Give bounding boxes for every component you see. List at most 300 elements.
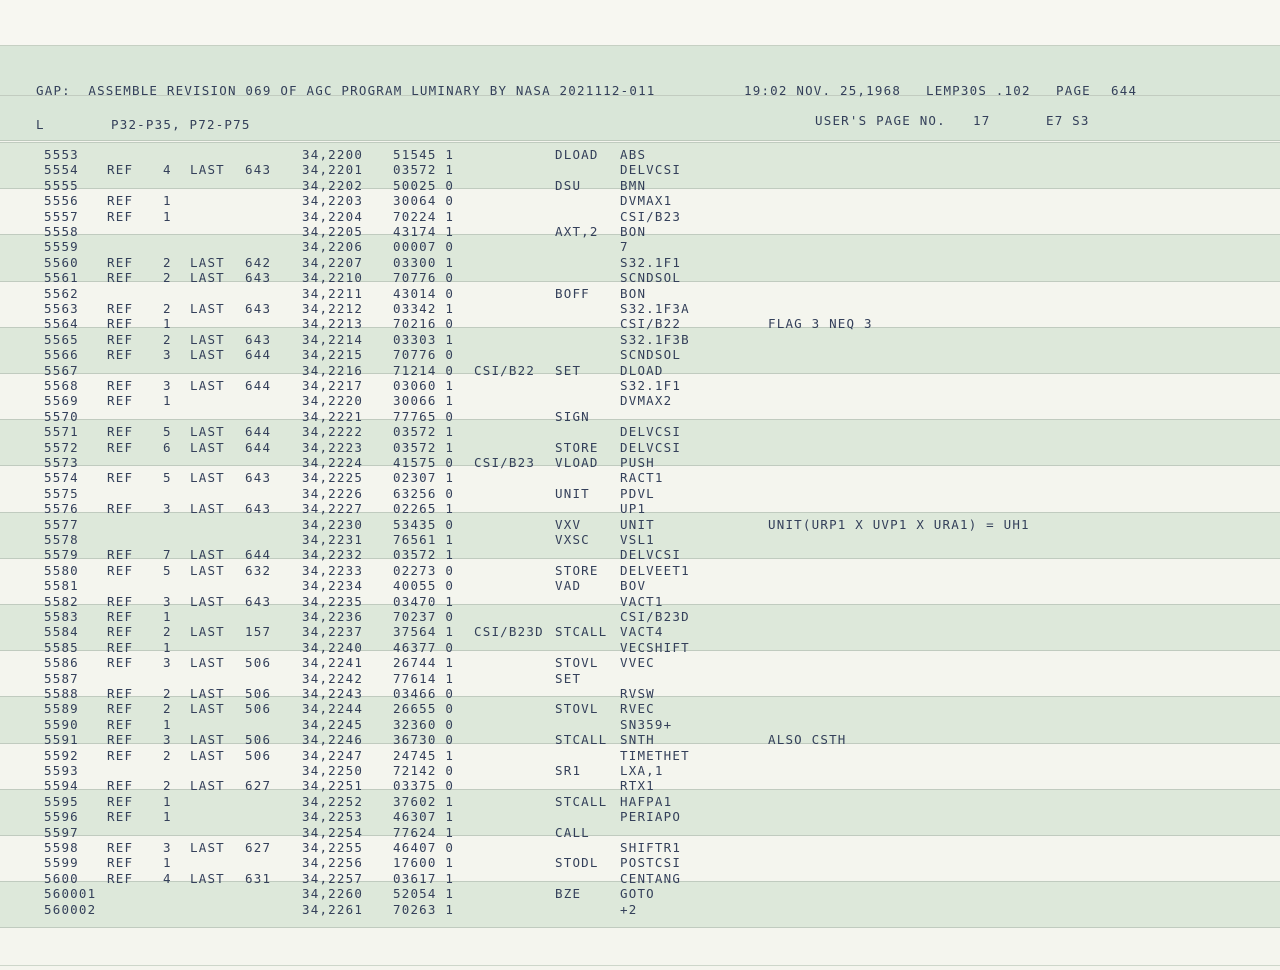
line-number: 5574 [44, 470, 79, 486]
listing-row [0, 840, 1280, 855]
ref-marker: REF [107, 609, 134, 624]
octal-word: 70237 0 [393, 609, 455, 624]
line-number: 5572 [44, 439, 79, 455]
ref-marker: REF [107, 716, 134, 732]
listing-row [0, 517, 1280, 532]
operand: GOTO [620, 886, 655, 902]
comment: UNIT(URP1 X UVP1 X URA1) = UH1 [768, 516, 1030, 532]
last-marker: LAST [190, 840, 225, 855]
line-number: 5576 [44, 501, 79, 517]
address: 34,2222 [302, 424, 364, 440]
opcode: STORE [555, 439, 599, 455]
header-bottom-rule [0, 140, 1280, 141]
octal-word: 24745 1 [393, 747, 455, 763]
ref-count: 1 [163, 855, 172, 871]
address: 34,2205 [302, 224, 364, 239]
last-marker: LAST [190, 624, 225, 640]
octal-word: 17600 1 [393, 855, 455, 871]
users-page-number: 17 [973, 113, 991, 128]
octal-word: 37564 1 [393, 624, 455, 640]
last-marker: LAST [190, 439, 225, 455]
listing-row [0, 732, 1280, 747]
octal-word: 63256 0 [393, 485, 455, 501]
ref-marker: REF [107, 393, 134, 409]
listing-row [0, 809, 1280, 824]
last-page: 627 [245, 840, 272, 855]
last-page: 644 [245, 439, 272, 455]
opcode: STCALL [555, 732, 608, 748]
listing-row [0, 532, 1280, 547]
address: 34,2247 [302, 747, 364, 763]
ref-count: 7 [163, 547, 172, 563]
address: 34,2254 [302, 824, 364, 840]
address: 34,2260 [302, 886, 364, 902]
line-number: 5584 [44, 624, 79, 640]
listing-row [0, 671, 1280, 686]
line-number: 5588 [44, 686, 79, 701]
octal-word: 30066 1 [393, 393, 455, 409]
listing-row [0, 794, 1280, 809]
opcode: VXV [555, 516, 582, 532]
ref-marker: REF [107, 547, 134, 563]
operand: PERIAPO [620, 809, 682, 825]
line-number: 5594 [44, 778, 79, 794]
last-page: 643 [245, 470, 272, 486]
ref-count: 3 [163, 840, 172, 855]
ref-count: 2 [163, 270, 172, 286]
label: CSI/B23D [474, 624, 544, 640]
ref-count: 3 [163, 732, 172, 748]
octal-word: 03617 1 [393, 870, 455, 886]
octal-word: 03466 0 [393, 686, 455, 701]
opcode: VXSC [555, 532, 590, 547]
users-page-label: USER'S PAGE NO. [815, 113, 946, 128]
ref-count: 3 [163, 501, 172, 517]
last-marker: LAST [190, 347, 225, 363]
listing-row [0, 594, 1280, 609]
last-page: 644 [245, 547, 272, 563]
line-number: 5560 [44, 254, 79, 270]
listing-row [0, 748, 1280, 763]
listing-row [0, 470, 1280, 485]
listing-row [0, 501, 1280, 516]
operand: VVEC [620, 655, 655, 671]
last-page: 644 [245, 347, 272, 363]
line-number: 5590 [44, 716, 79, 732]
last-page: 157 [245, 624, 272, 640]
listing-row [0, 316, 1280, 331]
address: 34,2246 [302, 732, 364, 748]
address: 34,2244 [302, 701, 364, 717]
octal-word: 70224 1 [393, 208, 455, 224]
operand: S32.1F1 [620, 254, 682, 270]
operand: SN359+ [620, 716, 673, 732]
last-page: 643 [245, 501, 272, 517]
address: 34,2213 [302, 316, 364, 332]
line-number: 5557 [44, 208, 79, 224]
listing-row [0, 424, 1280, 439]
opcode: STOVL [555, 655, 599, 671]
last-page: 506 [245, 686, 272, 701]
ref-marker: REF [107, 686, 134, 701]
address: 34,2226 [302, 485, 364, 501]
ref-marker: REF [107, 855, 134, 871]
opcode: VAD [555, 578, 582, 594]
opcode: SR1 [555, 763, 582, 778]
last-marker: LAST [190, 501, 225, 517]
address: 34,2235 [302, 593, 364, 609]
ref-count: 2 [163, 686, 172, 701]
address: 34,2211 [302, 285, 364, 301]
address: 34,2201 [302, 162, 364, 178]
octal-word: 77614 1 [393, 670, 455, 686]
last-page: 643 [245, 593, 272, 609]
ref-count: 1 [163, 716, 172, 732]
address: 34,2225 [302, 470, 364, 486]
ref-count: 6 [163, 439, 172, 455]
octal-word: 02307 1 [393, 470, 455, 486]
operand: S32.1F3B [620, 331, 690, 347]
address: 34,2221 [302, 408, 364, 424]
last-page: 643 [245, 162, 272, 178]
octal-word: 77624 1 [393, 824, 455, 840]
address: 34,2212 [302, 301, 364, 316]
last-marker: LAST [190, 301, 225, 316]
page-number: 644 [1111, 83, 1138, 98]
address: 34,2236 [302, 609, 364, 624]
octal-word: 70776 0 [393, 347, 455, 363]
octal-word: 26655 0 [393, 701, 455, 717]
ref-count: 2 [163, 254, 172, 270]
operand: CSI/B23 [620, 208, 682, 224]
octal-word: 32360 0 [393, 716, 455, 732]
operand: DELVEET1 [620, 562, 690, 578]
ref-marker: REF [107, 701, 134, 717]
listing-row [0, 378, 1280, 393]
line-number: 5600 [44, 870, 79, 886]
operand: DELVCSI [620, 547, 682, 563]
operand: POSTCSI [620, 855, 682, 871]
ref-count: 1 [163, 609, 172, 624]
line-number: 5568 [44, 378, 79, 393]
address: 34,2237 [302, 624, 364, 640]
octal-word: 02273 0 [393, 562, 455, 578]
ref-count: 2 [163, 301, 172, 316]
listing-row [0, 578, 1280, 593]
band-rule [0, 927, 1280, 928]
last-marker: LAST [190, 331, 225, 347]
listing-row [0, 178, 1280, 193]
address: 34,2220 [302, 393, 364, 409]
octal-word: 40055 0 [393, 578, 455, 594]
line-number: 5589 [44, 701, 79, 717]
listing-row [0, 609, 1280, 624]
listing-row [0, 763, 1280, 778]
ref-marker: REF [107, 624, 134, 640]
octal-word: 43014 0 [393, 285, 455, 301]
operand: UNIT [620, 516, 655, 532]
operand: HAFPA1 [620, 793, 673, 809]
address: 34,2245 [302, 716, 364, 732]
operand: RTX1 [620, 778, 655, 794]
page-label: PAGE [1056, 83, 1091, 98]
listing-row [0, 624, 1280, 639]
last-marker: LAST [190, 162, 225, 178]
octal-word: 52054 1 [393, 886, 455, 902]
line-number: 5578 [44, 532, 79, 547]
octal-word: 41575 0 [393, 455, 455, 470]
ref-marker: REF [107, 378, 134, 393]
line-number: 5562 [44, 285, 79, 301]
line-number: 5561 [44, 270, 79, 286]
address: 34,2234 [302, 578, 364, 594]
operand: RVSW [620, 686, 655, 701]
tape-id: LEMP30S .102 [926, 83, 1031, 98]
listing-row [0, 440, 1280, 455]
ref-marker: REF [107, 470, 134, 486]
operand: CSI/B23D [620, 609, 690, 624]
octal-word: 03342 1 [393, 301, 455, 316]
label: CSI/B22 [474, 362, 536, 378]
octal-word: 03470 1 [393, 593, 455, 609]
octal-word: 46407 0 [393, 840, 455, 855]
address: 34,2227 [302, 501, 364, 517]
last-page: 506 [245, 701, 272, 717]
operand: UP1 [620, 501, 647, 517]
operand: S32.1F3A [620, 301, 690, 316]
listing-row [0, 255, 1280, 270]
ref-marker: REF [107, 639, 134, 655]
listing-row [0, 239, 1280, 254]
line-number: 5564 [44, 316, 79, 332]
octal-word: 70776 0 [393, 270, 455, 286]
octal-word: 70263 1 [393, 901, 455, 917]
listing-row [0, 778, 1280, 793]
last-page: 644 [245, 378, 272, 393]
line-number: 5599 [44, 855, 79, 871]
ref-count: 1 [163, 208, 172, 224]
last-page: 631 [245, 870, 272, 886]
last-page: 506 [245, 732, 272, 748]
ref-marker: REF [107, 809, 134, 825]
octal-word: 46377 0 [393, 639, 455, 655]
log-section: P32-P35, P72-P75 [111, 117, 251, 132]
line-number: 5556 [44, 193, 79, 209]
address: 34,2240 [302, 639, 364, 655]
last-marker: LAST [190, 655, 225, 671]
listing-row [0, 347, 1280, 362]
listing-row [0, 655, 1280, 670]
octal-word: 30064 0 [393, 193, 455, 209]
ref-count: 1 [163, 809, 172, 825]
operand: BMN [620, 177, 647, 193]
line-number: 5559 [44, 239, 79, 255]
octal-word: 72142 0 [393, 763, 455, 778]
listing-row [0, 193, 1280, 208]
ref-count: 5 [163, 562, 172, 578]
opcode: AXT,2 [555, 224, 599, 239]
listing-row [0, 332, 1280, 347]
listing-row [0, 717, 1280, 732]
last-page: 642 [245, 254, 272, 270]
ref-count: 1 [163, 193, 172, 209]
line-number: 5592 [44, 747, 79, 763]
ref-count: 5 [163, 470, 172, 486]
listing-row [0, 147, 1280, 162]
line-number: 5586 [44, 655, 79, 671]
ref-count: 1 [163, 393, 172, 409]
last-marker: LAST [190, 778, 225, 794]
line-number: 5597 [44, 824, 79, 840]
opcode: DSU [555, 177, 582, 193]
last-page: 506 [245, 747, 272, 763]
operand: CSI/B22 [620, 316, 682, 332]
ref-marker: REF [107, 270, 134, 286]
line-number: 5553 [44, 147, 79, 162]
octal-word: 00007 0 [393, 239, 455, 255]
octal-word: 37602 1 [393, 793, 455, 809]
listing-row [0, 547, 1280, 562]
operand: TIMETHET [620, 747, 690, 763]
address: 34,2204 [302, 208, 364, 224]
opcode: SET [555, 362, 582, 378]
listing-row [0, 393, 1280, 408]
line-number: 5580 [44, 562, 79, 578]
operand: PDVL [620, 485, 655, 501]
octal-word: 03300 1 [393, 254, 455, 270]
listing-row [0, 363, 1280, 378]
operand: BON [620, 285, 647, 301]
listing-row [0, 855, 1280, 870]
last-marker: LAST [190, 378, 225, 393]
opcode: STCALL [555, 624, 608, 640]
octal-word: 02265 1 [393, 501, 455, 517]
ref-count: 4 [163, 162, 172, 178]
operand: SHIFTR1 [620, 840, 682, 855]
ref-marker: REF [107, 162, 134, 178]
ref-count: 1 [163, 639, 172, 655]
last-marker: LAST [190, 562, 225, 578]
ref-count: 2 [163, 331, 172, 347]
line-number: 560002 [44, 901, 97, 917]
listing-row [0, 640, 1280, 655]
address: 34,2257 [302, 870, 364, 886]
opcode: BZE [555, 886, 582, 902]
ref-marker: REF [107, 193, 134, 209]
operand: VACT1 [620, 593, 664, 609]
address: 34,2214 [302, 331, 364, 347]
operand: LXA,1 [620, 763, 664, 778]
address: 34,2251 [302, 778, 364, 794]
listing-row [0, 224, 1280, 239]
address: 34,2252 [302, 793, 364, 809]
ref-count: 2 [163, 778, 172, 794]
address: 34,2224 [302, 455, 364, 470]
operand: VECSHIFT [620, 639, 690, 655]
line-number: 560001 [44, 886, 97, 902]
address: 34,2210 [302, 270, 364, 286]
last-page: 643 [245, 301, 272, 316]
listing-row [0, 409, 1280, 424]
address: 34,2231 [302, 532, 364, 547]
address: 34,2255 [302, 840, 364, 855]
ref-count: 3 [163, 347, 172, 363]
operand: 7 [620, 239, 629, 255]
assembly-title: GAP: ASSEMBLE REVISION 069 OF AGC PROGRAM LUMINARY BY NASA 2021112-011 [36, 83, 656, 98]
ref-marker: REF [107, 793, 134, 809]
ref-count: 3 [163, 593, 172, 609]
address: 34,2253 [302, 809, 364, 825]
operand: SNTH [620, 732, 655, 748]
address: 34,2216 [302, 362, 364, 378]
opcode: STORE [555, 562, 599, 578]
operand: SCNDSOL [620, 270, 682, 286]
address: 34,2223 [302, 439, 364, 455]
address: 34,2207 [302, 254, 364, 270]
last-page: 506 [245, 655, 272, 671]
opcode: DLOAD [555, 147, 599, 162]
operand: CENTANG [620, 870, 682, 886]
operand: BON [620, 224, 647, 239]
line-number: 5579 [44, 547, 79, 563]
ref-marker: REF [107, 778, 134, 794]
last-marker: LAST [190, 701, 225, 717]
operand: DLOAD [620, 362, 664, 378]
listing-row [0, 886, 1280, 901]
ref-marker: REF [107, 439, 134, 455]
ref-marker: REF [107, 593, 134, 609]
ref-marker: REF [107, 301, 134, 316]
opcode: CALL [555, 824, 590, 840]
ref-marker: REF [107, 732, 134, 748]
octal-word: 03572 1 [393, 547, 455, 563]
last-page: 643 [245, 270, 272, 286]
address: 34,2215 [302, 347, 364, 363]
listing-row [0, 825, 1280, 840]
opcode: SET [555, 670, 582, 686]
line-number: 5554 [44, 162, 79, 178]
octal-word: 26744 1 [393, 655, 455, 671]
last-marker: LAST [190, 870, 225, 886]
ref-marker: REF [107, 347, 134, 363]
line-number: 5595 [44, 793, 79, 809]
opcode: SIGN [555, 408, 590, 424]
opcode: STODL [555, 855, 599, 871]
listing-row [0, 455, 1280, 470]
address: 34,2230 [302, 516, 364, 532]
operand: PUSH [620, 455, 655, 470]
line-number: 5581 [44, 578, 79, 594]
line-number: 5567 [44, 362, 79, 378]
opcode: STCALL [555, 793, 608, 809]
line-number: 5565 [44, 331, 79, 347]
line-number: 5598 [44, 840, 79, 855]
last-page: 632 [245, 562, 272, 578]
operand: SCNDSOL [620, 347, 682, 363]
octal-word: 03572 1 [393, 162, 455, 178]
last-marker: LAST [190, 732, 225, 748]
listing-row [0, 209, 1280, 224]
last-marker: LAST [190, 470, 225, 486]
address: 34,2202 [302, 177, 364, 193]
ref-marker: REF [107, 254, 134, 270]
line-number: 5575 [44, 485, 79, 501]
log-section-code: L [36, 117, 45, 132]
opcode: UNIT [555, 485, 590, 501]
bottom-rule [0, 965, 1280, 966]
octal-word: 03572 1 [393, 424, 455, 440]
address: 34,2206 [302, 239, 364, 255]
